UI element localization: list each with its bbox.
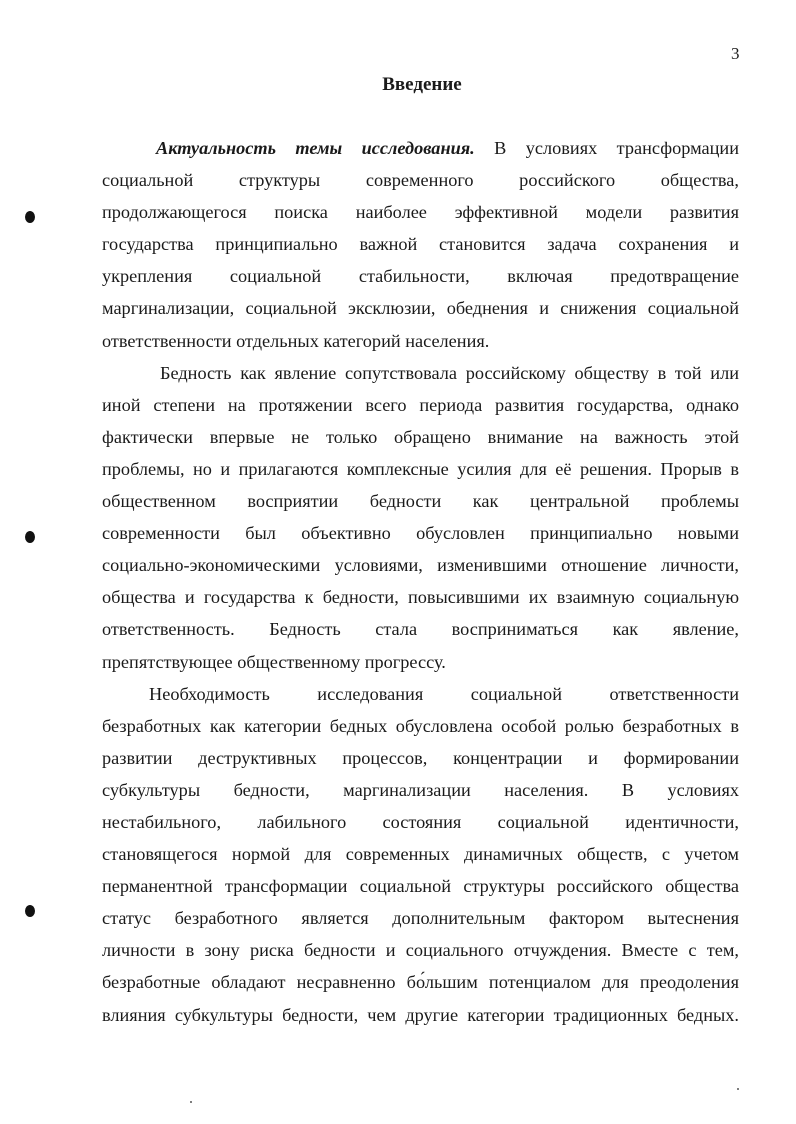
- scan-speck: [190, 1101, 192, 1103]
- text-line: иной степени на протяжении всего периода развития государства, однако: [102, 394, 739, 415]
- text-line: безработные обладают несравненно бо́льшим потенциалом для преодоления: [102, 972, 739, 993]
- text-line: влияния субкультуры бедности, чем другие категории традиционных бедных.: [102, 1004, 739, 1025]
- text-line: становящегося нормой для современных динамичных обществ, с учетом: [102, 844, 739, 865]
- text-line: фактически впервые не только обращено внимание на важность этой: [102, 426, 739, 447]
- text-line: безработных как категории бедных обусловлена особой ролью безработных в: [102, 715, 739, 736]
- text-line: государства принципиально важной становится задача сохранения и: [102, 234, 739, 255]
- page-number: 3: [731, 44, 740, 63]
- text-line: Бедность как явление сопутствовала российскому обществу в той или: [160, 362, 739, 383]
- text-line: маргинализации, социальной эксклюзии, обеднения и снижения социальной: [102, 298, 739, 319]
- text-line: Необходимость исследования социальной ответственности: [149, 683, 739, 704]
- text-line: субкультуры бедности, маргинализации населения. В условиях: [102, 779, 739, 800]
- text-line: социальной структуры современного российского общества,: [102, 170, 739, 191]
- binding-hole-mark: [25, 531, 35, 543]
- text-line: статус безработного является дополнительным фактором вытеснения: [102, 908, 739, 929]
- scan-speck: [737, 1088, 739, 1090]
- text-line: социально-экономическими условиями, изменившими отношение личности,: [102, 555, 739, 576]
- text-line: перманентной трансформации социальной структуры российского общества: [102, 876, 739, 897]
- emphasized-phrase: Актуальность темы исследования.: [156, 138, 475, 158]
- text-line: современности был объективно обусловлен принципиально новыми: [102, 523, 739, 544]
- binding-hole-mark: [25, 211, 35, 223]
- introduction-body: [102, 132, 739, 1031]
- text-line: личности в зону риска бедности и социального отчуждения. Вместе с тем,: [102, 940, 739, 961]
- page-title: Введение: [382, 74, 462, 95]
- binding-hole-mark: [25, 905, 35, 917]
- text-line: ответственности отдельных категорий населения.: [102, 330, 490, 351]
- text-line: ответственность. Бедность стала восприниматься как явление,: [102, 619, 739, 640]
- text-line: [102, 132, 739, 164]
- text-line: нестабильного, лабильного состояния социальной идентичности,: [102, 811, 739, 832]
- text-line: развитии деструктивных процессов, концентрации и формировании: [102, 747, 739, 768]
- line-text: В условиях трансформации: [474, 138, 739, 158]
- text-line: проблемы, но и прилагаются комплексные усилия для её решения. Прорыв в: [102, 458, 739, 479]
- text-line: укрепления социальной стабильности, включая предотвращение: [102, 266, 739, 287]
- text-line: общественном восприятии бедности как центральной проблемы: [102, 491, 739, 512]
- text-line: препятствующее общественному прогрессу.: [102, 651, 446, 672]
- text-line: продолжающегося поиска наиболее эффективной модели развития: [102, 202, 739, 223]
- text-line: общества и государства к бедности, повысившими их взаимную социальную: [102, 587, 739, 608]
